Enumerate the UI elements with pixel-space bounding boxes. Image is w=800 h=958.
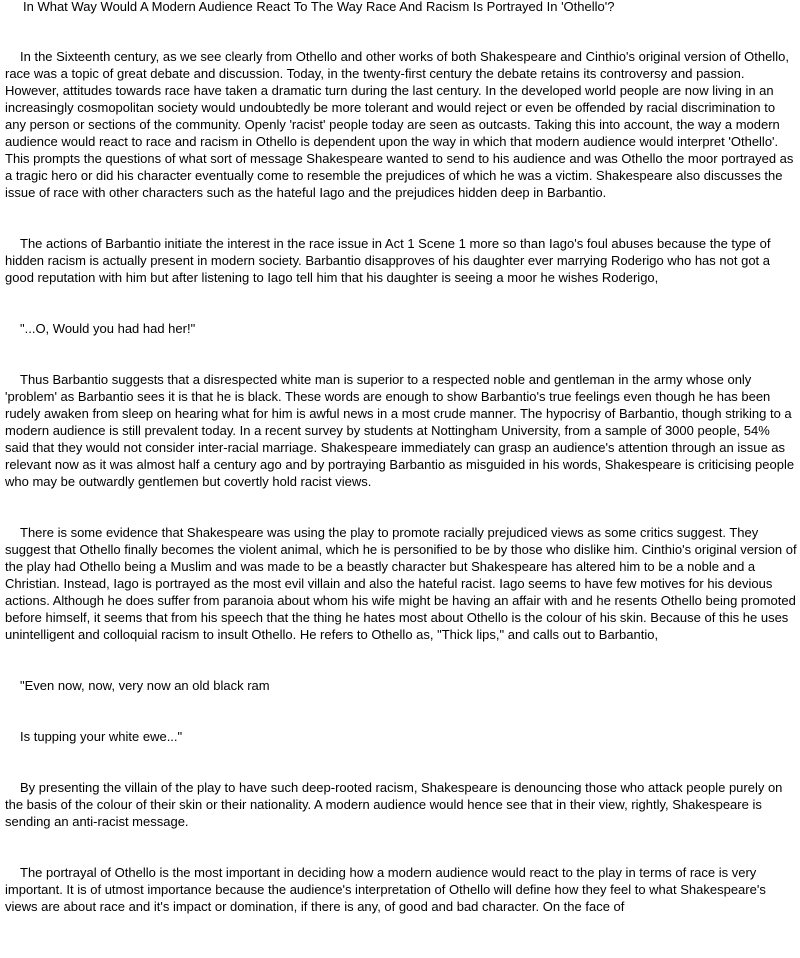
paragraph-portrayal-of-othello: The portrayal of Othello is the most important in deciding how a modern audience would react to the play in terms of race is very important. It is of utmost importance because the audience's interpretation of Othello will define how they feel to what Shakespeare's views are about race and it's impact or domination, if there is any, of good and bad character. On the face of (5, 865, 766, 914)
essay-document (5, 0, 797, 915)
essay-title: In What Way Would A Modern Audience React To The Way Race And Racism Is Portrayed In 'Othello'? (23, 0, 615, 14)
paragraph-anti-racist-message: By presenting the villain of the play to have such deep-rooted racism, Shakespeare is denouncing those who attack people purely on the basis of the colour of their skin or their nationality. A modern audience would hence see that in their view, rightly, Shakespeare is sending an anti-racist message. (5, 780, 783, 829)
quotation-white-ewe: Is tupping your white ewe..." (20, 729, 183, 744)
paragraph-barbantio-actions: The actions of Barbantio initiate the interest in the race issue in Act 1 Scene 1 more so than Iago's foul abuses because the type of hidden racism is actually present in modern society. Barbantio disapproves of his daughter ever marrying Roderigo who has not got a good reputation with him but after listening to Iago tell him that his daughter is seeing a moor he wishes Roderigo, (5, 236, 771, 285)
paragraph-iago-racism: There is some evidence that Shakespeare was using the play to promote racially prejudiced views as some critics suggest. They suggest that Othello finally becomes the violent animal, which he is personified to be by those who dislike him. Cinthio's original version of the play had Othello being a Muslim and was made to be a beastly character but Shakespeare has altered him to be a noble and a Christian. Instead, Iago is portrayed as the most evil villain and also the hateful racist. Iago seems to have few motives for his devious actions. Although he does suffer from paranoia about whom his wife might be having an affair with and he resents Othello being promoted before himself, it seems that from his speech that the thing he hates most about Othello is the colour of his skin. Because of this he uses unintelligent and colloquial racism to insult Othello. He refers to Othello as, "Thick lips," and calls out to Barbantio, (5, 525, 797, 642)
paragraph-barbantio-hypocrisy: Thus Barbantio suggests that a disrespected white man is superior to a respected noble and gentleman in the army whose only 'problem' as Barbantio sees it is that he is black. These words are enough to show Barbantio's true feelings even though he has been rudely awaken from sleep on hearing what for him is awful news in a most crude manner. The hypocrisy of Barbantio, though striking to a modern audience is still prevalent today. In a recent survey by students at Nottingham University, from a sample of 3000 people, 54% said that they would not consider inter-racial marriage. Shakespeare immediately can grasp an audience's attention through an issue as relevant now as it was almost half a century ago and by portraying Barbantio as misguided in his words, Shakespeare is criticising people who may be outwardly gentlemen but covertly hold racist views. (5, 372, 795, 489)
quotation-would-you-had-her: "...O, Would you had had her!" (20, 321, 196, 336)
paragraph-introduction: In the Sixteenth century, as we see clearly from Othello and other works of both Shakespeare and Cinthio's original version of Othello, race was a topic of great debate and discussion. Today, in the twenty-first century the debate retains its controversy and passion. However, attitudes towards race have taken a dramatic turn during the last century. In the developed world people are now living in an increasingly cosmopolitan society would undoubtedly be more tolerant and would reject or even be offended by racial discrimination to any person or sections of the community. Openly 'racist' people today are seen as outcasts. Taking this into account, the way a modern audience would react to race and racism in Othello is dependent upon the way in which that modern audience would interpret 'Othello'. This prompts the questions of what sort of message Shakespeare wanted to send to his audience and was Othello the moor portrayed as a tragic hero or did his character eventually come to resemble the prejudices of which he was a victim. Shakespeare also discusses the issue of race with other characters such as the hateful Iago and the prejudices hidden deep in Barbantio. (5, 49, 794, 200)
quotation-black-ram: "Even now, now, very now an old black ram (20, 678, 270, 693)
